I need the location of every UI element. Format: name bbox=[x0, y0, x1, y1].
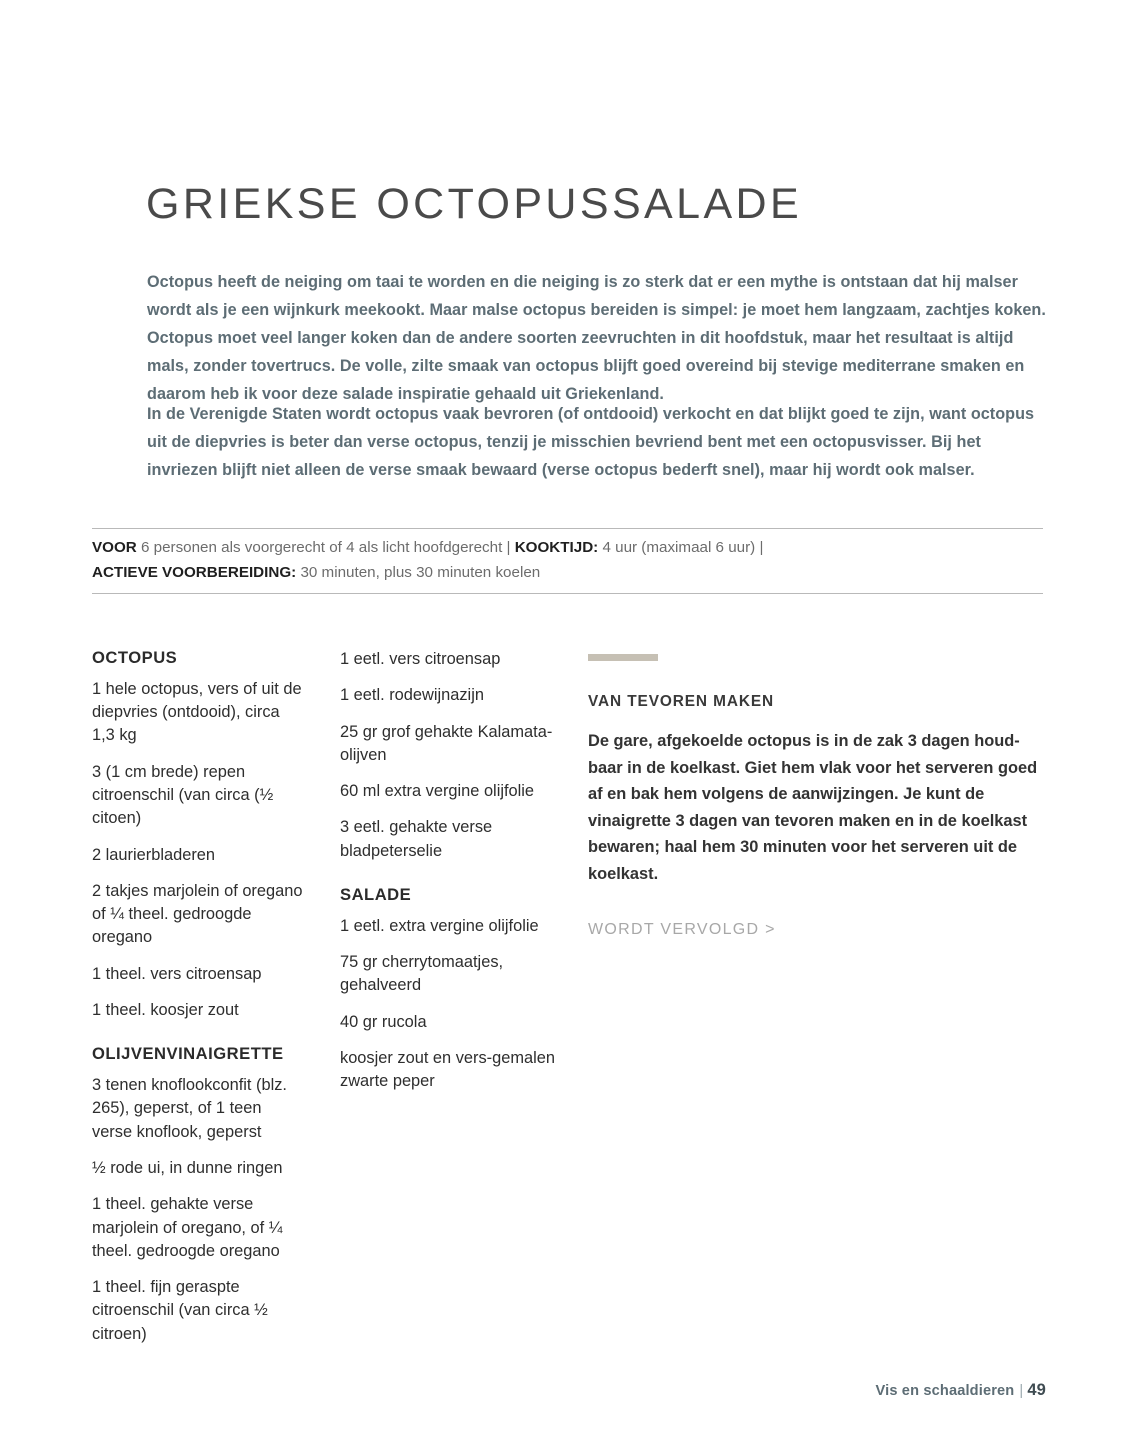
meta-voorbereiding-value: 30 minuten, plus 30 minuten koelen bbox=[296, 563, 541, 581]
meta-divider-top bbox=[92, 528, 1043, 529]
ingredient-item: 3 tenen knoflookconfit (blz. 265), geperst, of 1 teen verse knoflook, geperst bbox=[92, 1076, 287, 1141]
ingredient-item: 1 theel. gehakte verse marjolein of oregano, of ¼ theel. gedroogde oregano bbox=[92, 1195, 283, 1260]
intro-paragraph-1: Octopus heeft de neiging om taai te worden en die neiging is zo sterk dat er een mythe is ontstaan dat hij malser wordt als je een wijnkurk meekookt. Maar malse octopus bereiden is simpel: je moet hem langzaam, zachtjes koken. Octopus moet veel langer koken dan de andere soorten zeevruchten in dit hoofdstuk, maar het resultaat is altijd mals, zonder tovertrucs. De volle, zilte smaak van octopus blijft goed overeind bij stevige mediterrane smaken en daarom heb ik voor deze salade inspiratie gehaald uit Griekenland. bbox=[147, 273, 1046, 403]
meta-kooktijd-label: KOOKTIJD: bbox=[514, 539, 599, 556]
ingredient-item: 40 gr rucola bbox=[340, 1012, 427, 1031]
ingredient-item: 75 gr cherrytomaatjes, gehalveerd bbox=[340, 953, 504, 995]
meta-divider-bottom bbox=[92, 593, 1043, 594]
ingredient-item: 3 eetl. gehakte verse bladpeterselie bbox=[340, 818, 493, 860]
meta-voorbereiding-label: ACTIEVE VOORBEREIDING: bbox=[92, 563, 297, 581]
ingredient-item: 3 (1 cm brede) repen citroenschil (van circa (½ citoen) bbox=[92, 762, 274, 828]
footer-chapter: Vis en schaaldieren bbox=[875, 1383, 1015, 1399]
ingredient-item: 60 ml extra vergine olijfolie bbox=[340, 782, 535, 801]
continued-label: WORDT VERVOLGD > bbox=[588, 921, 776, 939]
ingredient-item: 1 eetl. extra vergine olijfolie bbox=[340, 916, 539, 935]
ingredient-item: 2 takjes marjolein of oregano of ¼ theel. gedroogde oregano bbox=[92, 881, 303, 947]
meta-pipe-1: | bbox=[506, 539, 515, 556]
meta-pipe-2: | bbox=[759, 539, 764, 556]
sidebar-column bbox=[588, 648, 1048, 939]
page-title: GRIEKSE OCTOPUSSALADE bbox=[146, 179, 803, 228]
accent-rule bbox=[588, 654, 658, 661]
ingredient-item: 1 theel. fijn geraspte citroenschil (van circa ½ citroen) bbox=[92, 1278, 268, 1343]
ingredient-item: 1 hele octopus, vers of uit de diepvries (ontdooid), circa 1,3 kg bbox=[92, 679, 302, 745]
sidebar-body-text: De gare, afgekoelde octopus is in de zak 3 dagen houd-baar in de koelkast. Giet hem vlak voor het serveren goed af en bak hem volgens de aanwijzingen. Je kunt de vinaigrette 3 dagen van tevoren maken en in de koelkast bewaren; haal hem 30 minuten voor het serveren uit de koelkast. bbox=[588, 732, 1038, 883]
ingredients-column-2 bbox=[340, 648, 556, 1094]
intro-paragraph-2: In de Verenigde Staten wordt octopus vaak bevroren (of ontdooid) verkocht en dat blijkt goed te zijn, want octopus uit de diepvries is beter dan verse octopus, tenzij je misschien bevriend bent met een octopusvisser. Bij het invriezen blijft niet alleen de verse smaak bewaard (verse octopus bederft snel), maar hij wordt ook malser. bbox=[147, 405, 1035, 479]
meta-voor-label: VOOR bbox=[92, 539, 137, 556]
footer-page-number: 49 bbox=[1027, 1381, 1046, 1399]
recipe-meta bbox=[92, 536, 1052, 585]
meta-voor-value: 6 personen als voorgerecht of 4 als licht hoofdgerecht bbox=[136, 539, 507, 556]
section-heading-olijvenvinaigrette: OLIJVENVINAIGRETTE bbox=[92, 1044, 284, 1064]
ingredient-item: ½ rode ui, in dunne ringen bbox=[92, 1158, 283, 1177]
ingredient-item: 1 theel. vers citroensap bbox=[92, 964, 262, 983]
footer-separator: | bbox=[1019, 1383, 1024, 1399]
section-heading-octopus: OCTOPUS bbox=[92, 648, 178, 667]
page-footer bbox=[876, 1381, 1046, 1400]
ingredient-item: 25 gr grof gehakte Kalamata-olijven bbox=[340, 722, 553, 764]
section-heading-salade: SALADE bbox=[340, 885, 412, 905]
ingredient-item: 2 laurierbladeren bbox=[92, 845, 216, 864]
ingredient-item: 1 eetl. rodewijnazijn bbox=[340, 686, 484, 705]
ingredient-item: 1 theel. koosjer zout bbox=[92, 1001, 239, 1019]
ingredients-column-1 bbox=[92, 648, 306, 1346]
sidebar-heading: VAN TEVOREN MAKEN bbox=[588, 693, 775, 710]
ingredient-item: koosjer zout en vers-gemalen zwarte peper bbox=[340, 1049, 556, 1091]
meta-kooktijd-value: 4 uur (maximaal 6 uur) bbox=[598, 539, 760, 556]
ingredient-item: 1 eetl. vers citroensap bbox=[340, 650, 501, 668]
